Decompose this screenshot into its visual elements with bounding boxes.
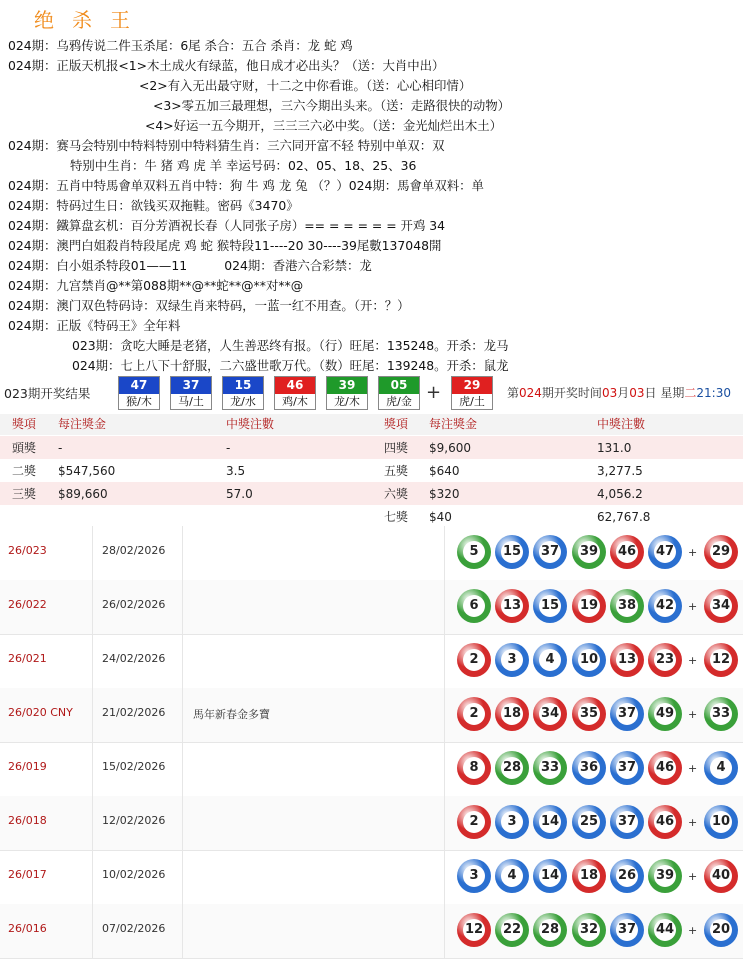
lottery-ball bbox=[495, 913, 529, 947]
ball-number: 6 bbox=[463, 595, 485, 617]
lottery-ball bbox=[610, 751, 644, 785]
prize-header: 中獎注數 bbox=[226, 417, 275, 431]
lottery-ball bbox=[610, 643, 644, 677]
lottery-special-ball bbox=[704, 697, 738, 731]
prize-cell: 4,056.2 bbox=[597, 487, 643, 501]
column-divider bbox=[444, 742, 445, 796]
lottery-ball bbox=[610, 697, 644, 731]
result-row bbox=[0, 742, 743, 797]
lottery-special-ball bbox=[704, 535, 738, 569]
ball-number: 37 bbox=[616, 703, 638, 725]
ball-number: 49 bbox=[654, 703, 676, 725]
prize-cell: 三獎 bbox=[12, 487, 37, 501]
lottery-special-ball bbox=[704, 643, 738, 677]
ball-number: 19 bbox=[578, 595, 600, 617]
prediction-line: 024期：五肖中特馬會单双料五肖中特：狗 牛 鸡 龙 兔 （？）024期：馬會单双料：单 bbox=[8, 178, 484, 193]
draw-number-value: 47 bbox=[119, 377, 159, 394]
plus-sign: + bbox=[688, 870, 698, 883]
prediction-line: <4>好运一五今期开，三三三六必中奖。（送：金光灿烂出木土） bbox=[145, 118, 502, 133]
prediction-line: 024期：七上八下十舒服，二六盛世歌万代。（数）旺尾：139248。开杀：鼠龙 bbox=[72, 358, 509, 373]
ball-number: 46 bbox=[654, 811, 676, 833]
prize-cell: 六獎 bbox=[384, 487, 409, 501]
draw-result-row bbox=[0, 376, 743, 412]
lottery-ball bbox=[457, 859, 491, 893]
prediction-line: 024期：赛马会特别中特料特别中特料猜生肖：三六同开富不轻 特别中单双：双 bbox=[8, 138, 445, 153]
result-date: 12/02/2026 bbox=[102, 814, 166, 827]
ball-number: 40 bbox=[710, 865, 732, 887]
prize-cell: - bbox=[226, 441, 231, 455]
column-divider bbox=[444, 688, 445, 742]
lottery-ball bbox=[610, 535, 644, 569]
column-divider bbox=[92, 634, 93, 688]
ball-number: 36 bbox=[578, 757, 600, 779]
ball-number: 38 bbox=[616, 595, 638, 617]
column-divider bbox=[444, 634, 445, 688]
prediction-line: <2>有入无出最守财，十二之中你看谁。（送：心心相印情） bbox=[139, 78, 472, 93]
draw-number-zodiac: 虎/金 bbox=[386, 395, 412, 408]
lottery-ball bbox=[648, 913, 682, 947]
lottery-ball bbox=[457, 697, 491, 731]
lottery-ball bbox=[533, 697, 567, 731]
next-draw-info: 第024期开奖时间03月03日 星期二21:30 bbox=[507, 386, 731, 400]
prize-row-bg bbox=[0, 436, 743, 459]
draw-number bbox=[170, 376, 212, 410]
column-divider bbox=[444, 850, 445, 904]
draw-number bbox=[118, 376, 160, 410]
lottery-ball bbox=[648, 643, 682, 677]
lottery-ball bbox=[648, 859, 682, 893]
ball-number: 14 bbox=[539, 811, 561, 833]
ball-number: 10 bbox=[578, 649, 600, 671]
ball-number: 37 bbox=[616, 757, 638, 779]
prediction-line: 023期：贪吃大睡是老猪，人生善恶终有报。（行）旺尾：135248。开杀：龙马 bbox=[72, 338, 509, 353]
ball-number: 28 bbox=[501, 757, 523, 779]
prize-cell: 七獎 bbox=[384, 510, 409, 524]
column-divider bbox=[92, 850, 93, 904]
ball-number: 3 bbox=[501, 811, 523, 833]
ball-number: 20 bbox=[710, 919, 732, 941]
ball-number: 12 bbox=[463, 919, 485, 941]
prediction-line: 024期：鐵算盘玄机：百分芳酒祝长春（人同张子房）== = = = = = 开鸡 34 bbox=[8, 218, 446, 233]
column-divider bbox=[92, 526, 93, 580]
lottery-special-ball bbox=[704, 751, 738, 785]
column-divider bbox=[444, 526, 445, 580]
prize-cell: $547,560 bbox=[58, 464, 116, 478]
column-divider bbox=[92, 796, 93, 850]
ball-number: 3 bbox=[463, 865, 485, 887]
lottery-ball bbox=[648, 805, 682, 839]
draw-number-zodiac: 猴/木 bbox=[126, 395, 152, 408]
lottery-ball bbox=[495, 589, 529, 623]
prize-cell: $640 bbox=[429, 464, 460, 478]
ball-number: 37 bbox=[616, 811, 638, 833]
result-row bbox=[0, 526, 743, 581]
lottery-ball bbox=[610, 913, 644, 947]
lottery-ball bbox=[572, 805, 606, 839]
result-date: 21/02/2026 bbox=[102, 706, 166, 719]
draw-number bbox=[326, 376, 368, 410]
column-divider bbox=[92, 742, 93, 796]
draw-number-zodiac: 龙/木 bbox=[334, 395, 360, 408]
page-title: 绝杀王 bbox=[34, 8, 148, 32]
ball-number: 37 bbox=[616, 919, 638, 941]
prize-cell: 57.0 bbox=[226, 487, 253, 501]
plus-sign: + bbox=[688, 600, 698, 613]
prediction-line: 024期：特码过生日：欲钱买双拖鞋。密码《3470》 bbox=[8, 198, 299, 213]
lottery-ball bbox=[572, 751, 606, 785]
prize-cell: 二獎 bbox=[12, 464, 37, 478]
ball-number: 33 bbox=[539, 757, 561, 779]
ball-number: 2 bbox=[463, 811, 485, 833]
lottery-ball bbox=[610, 589, 644, 623]
prize-header: 每注獎金 bbox=[58, 417, 107, 431]
ball-number: 3 bbox=[501, 649, 523, 671]
ball-number: 29 bbox=[710, 541, 732, 563]
lottery-ball bbox=[648, 589, 682, 623]
plus-sign: + bbox=[426, 382, 442, 403]
lottery-ball bbox=[572, 535, 606, 569]
ball-number: 4 bbox=[501, 865, 523, 887]
prize-cell: 3,277.5 bbox=[597, 464, 643, 478]
lottery-ball bbox=[648, 535, 682, 569]
column-divider bbox=[182, 850, 183, 904]
lottery-ball bbox=[495, 751, 529, 785]
result-date: 26/02/2026 bbox=[102, 598, 166, 611]
draw-number-value: 15 bbox=[223, 377, 263, 394]
draw-number-value: 05 bbox=[379, 377, 419, 394]
draw-label: 023期开奖结果 bbox=[4, 386, 91, 401]
draw-number bbox=[378, 376, 420, 410]
column-divider bbox=[182, 688, 183, 742]
lottery-ball bbox=[533, 589, 567, 623]
column-divider bbox=[182, 796, 183, 850]
prediction-line: 特别中生肖：牛 猪 鸡 虎 羊 幸运号码：02、05、18、25、36 bbox=[70, 158, 417, 173]
result-date: 28/02/2026 bbox=[102, 544, 166, 557]
plus-sign: + bbox=[688, 654, 698, 667]
lottery-ball bbox=[495, 805, 529, 839]
lottery-ball bbox=[610, 805, 644, 839]
lottery-ball bbox=[533, 913, 567, 947]
column-divider bbox=[182, 634, 183, 688]
prize-cell: 62,767.8 bbox=[597, 510, 651, 524]
result-row bbox=[0, 580, 743, 635]
lottery-ball bbox=[572, 859, 606, 893]
ball-number: 15 bbox=[539, 595, 561, 617]
prize-cell: - bbox=[58, 441, 63, 455]
result-row bbox=[0, 796, 743, 851]
result-issue: 26/017 bbox=[8, 868, 47, 881]
prediction-line: 024期：澳門白姐殺肖特段尾虎 鸡 蛇 猴特段11----20 30----39尾數137048開 bbox=[8, 238, 442, 253]
column-divider bbox=[444, 796, 445, 850]
prize-cell: 131.0 bbox=[597, 441, 632, 455]
draw-special-number bbox=[451, 376, 493, 410]
ball-number: 39 bbox=[578, 541, 600, 563]
lottery-ball bbox=[495, 859, 529, 893]
prediction-line: 024期：正版《特码王》全年料 bbox=[8, 318, 181, 333]
ball-number: 25 bbox=[578, 811, 600, 833]
ball-number: 8 bbox=[463, 757, 485, 779]
ball-number: 22 bbox=[501, 919, 523, 941]
lottery-ball bbox=[495, 535, 529, 569]
lottery-ball bbox=[457, 751, 491, 785]
ball-number: 37 bbox=[539, 541, 561, 563]
result-row bbox=[0, 850, 743, 905]
lottery-ball bbox=[533, 859, 567, 893]
ball-number: 5 bbox=[463, 541, 485, 563]
prize-header: 獎項 bbox=[12, 417, 37, 431]
lottery-ball bbox=[457, 643, 491, 677]
column-divider bbox=[92, 688, 93, 742]
result-issue: 26/022 bbox=[8, 598, 47, 611]
result-row bbox=[0, 904, 743, 959]
column-divider bbox=[444, 580, 445, 634]
ball-number: 34 bbox=[539, 703, 561, 725]
lottery-ball bbox=[457, 589, 491, 623]
lottery-ball bbox=[495, 697, 529, 731]
ball-number: 35 bbox=[578, 703, 600, 725]
draw-number-zodiac: 鸡/木 bbox=[282, 395, 308, 408]
plus-sign: + bbox=[688, 708, 698, 721]
result-date: 15/02/2026 bbox=[102, 760, 166, 773]
ball-number: 2 bbox=[463, 649, 485, 671]
ball-number: 15 bbox=[501, 541, 523, 563]
lottery-ball bbox=[572, 643, 606, 677]
prize-cell: $9,600 bbox=[429, 441, 471, 455]
lottery-special-ball bbox=[704, 589, 738, 623]
lottery-ball bbox=[572, 589, 606, 623]
lottery-ball bbox=[457, 535, 491, 569]
ball-number: 26 bbox=[616, 865, 638, 887]
prediction-line: 024期：澳门双色特码诗：双绿生肖来特码，一蓝一红不用查。（开：？） bbox=[8, 298, 410, 313]
lottery-ball bbox=[533, 751, 567, 785]
plus-sign: + bbox=[688, 546, 698, 559]
ball-number: 46 bbox=[616, 541, 638, 563]
prize-header: 中獎注數 bbox=[597, 417, 646, 431]
prediction-line: 024期：九宫禁肖@**第088期**@**蛇**@**对**@ bbox=[8, 278, 304, 293]
result-issue: 26/020 CNY bbox=[8, 706, 73, 719]
lottery-ball bbox=[457, 913, 491, 947]
draw-number-value: 39 bbox=[327, 377, 367, 394]
column-divider bbox=[92, 580, 93, 634]
prediction-line: <3>零五加三最理想，三六今期出头来。（送：走路很快的动物） bbox=[153, 98, 510, 113]
lottery-ball bbox=[533, 643, 567, 677]
prediction-line: 024期：乌鸦传说二件玉杀尾：6尾 杀合：五合 杀肖：龙 蛇 鸡 bbox=[8, 38, 353, 53]
draw-number-zodiac: 马/土 bbox=[178, 395, 204, 408]
lottery-ball bbox=[533, 805, 567, 839]
draw-number-value: 29 bbox=[452, 377, 492, 394]
column-divider bbox=[182, 742, 183, 796]
result-note: 馬年新春金多寶 bbox=[193, 708, 270, 721]
lottery-special-ball bbox=[704, 913, 738, 947]
prize-cell: 四獎 bbox=[384, 441, 409, 455]
prize-header: 每注獎金 bbox=[429, 417, 478, 431]
draw-number-value: 37 bbox=[171, 377, 211, 394]
ball-number: 44 bbox=[654, 919, 676, 941]
ball-number: 18 bbox=[578, 865, 600, 887]
ball-number: 14 bbox=[539, 865, 561, 887]
lottery-special-ball bbox=[704, 859, 738, 893]
ball-number: 23 bbox=[654, 649, 676, 671]
plus-sign: + bbox=[688, 762, 698, 775]
ball-number: 4 bbox=[710, 757, 732, 779]
prize-cell: 頭獎 bbox=[12, 441, 37, 455]
lottery-ball bbox=[533, 535, 567, 569]
lottery-ball bbox=[572, 697, 606, 731]
result-issue: 26/023 bbox=[8, 544, 47, 557]
ball-number: 13 bbox=[616, 649, 638, 671]
result-date: 10/02/2026 bbox=[102, 868, 166, 881]
lottery-ball bbox=[648, 697, 682, 731]
lottery-ball bbox=[572, 913, 606, 947]
ball-number: 47 bbox=[654, 541, 676, 563]
ball-number: 4 bbox=[539, 649, 561, 671]
result-issue: 26/018 bbox=[8, 814, 47, 827]
ball-number: 13 bbox=[501, 595, 523, 617]
ball-number: 28 bbox=[539, 919, 561, 941]
column-divider bbox=[182, 580, 183, 634]
result-date: 07/02/2026 bbox=[102, 922, 166, 935]
ball-number: 12 bbox=[710, 649, 732, 671]
lottery-special-ball bbox=[704, 805, 738, 839]
prediction-line: 024期：正版天机报<1>木土成火有绿蓝，他日成才必出头？（送：大肖中出） bbox=[8, 58, 445, 73]
ball-number: 32 bbox=[578, 919, 600, 941]
ball-number: 46 bbox=[654, 757, 676, 779]
ball-number: 18 bbox=[501, 703, 523, 725]
plus-sign: + bbox=[688, 924, 698, 937]
ball-number: 10 bbox=[710, 811, 732, 833]
result-issue: 26/021 bbox=[8, 652, 47, 665]
prize-cell: $89,660 bbox=[58, 487, 108, 501]
ball-number: 34 bbox=[710, 595, 732, 617]
ball-number: 42 bbox=[654, 595, 676, 617]
draw-number-value: 46 bbox=[275, 377, 315, 394]
ball-number: 2 bbox=[463, 703, 485, 725]
prize-cell: 五獎 bbox=[384, 464, 409, 478]
plus-sign: + bbox=[688, 816, 698, 829]
draw-number-zodiac: 龙/水 bbox=[230, 395, 256, 408]
draw-number-zodiac: 虎/土 bbox=[459, 395, 485, 408]
result-row bbox=[0, 688, 743, 743]
ball-number: 33 bbox=[710, 703, 732, 725]
ball-number: 39 bbox=[654, 865, 676, 887]
draw-number bbox=[274, 376, 316, 410]
result-issue: 26/016 bbox=[8, 922, 47, 935]
result-date: 24/02/2026 bbox=[102, 652, 166, 665]
prize-cell: $40 bbox=[429, 510, 452, 524]
result-issue: 26/019 bbox=[8, 760, 47, 773]
prize-cell: $320 bbox=[429, 487, 460, 501]
lottery-ball bbox=[457, 805, 491, 839]
column-divider bbox=[182, 526, 183, 580]
prize-cell: 3.5 bbox=[226, 464, 246, 478]
prediction-line: 024期：白小姐杀特段01——11 024期：香港六合彩禁：龙 bbox=[8, 258, 372, 273]
result-row bbox=[0, 634, 743, 689]
draw-number bbox=[222, 376, 264, 410]
prize-header: 獎項 bbox=[384, 417, 409, 431]
lottery-ball bbox=[495, 643, 529, 677]
lottery-ball bbox=[610, 859, 644, 893]
lottery-ball bbox=[648, 751, 682, 785]
